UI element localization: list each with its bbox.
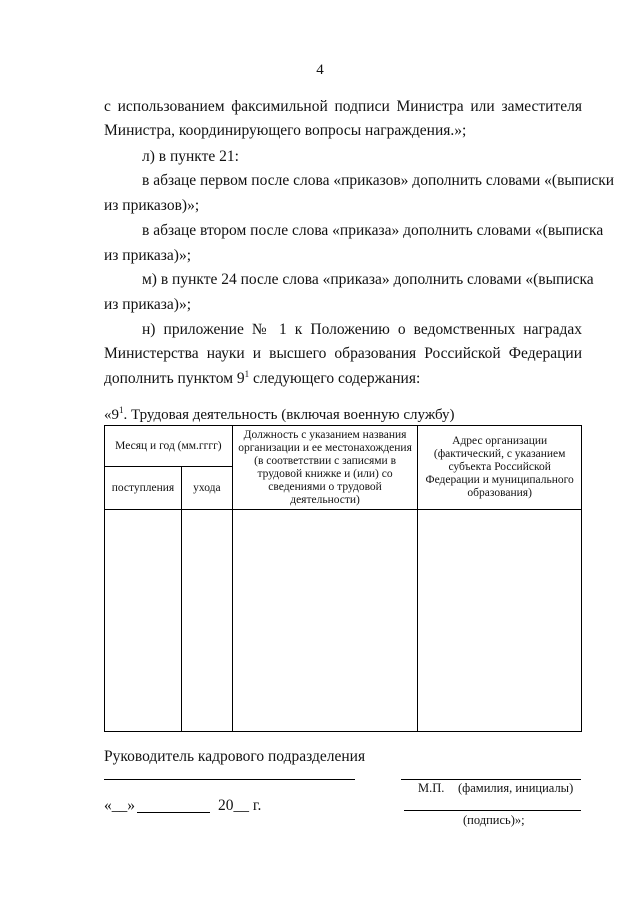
paragraph-line: н) приложение № 1 к Положению о ведомственных наградах — [142, 321, 582, 338]
table-cell — [181, 510, 232, 732]
header-position: Должность с указанием названия организации и ее местонахождения (в соответствии с записями в трудовой книжке и (или) со сведениями о трудовой деятельности) — [232, 426, 418, 510]
text-fragment: дополнить пунктом 9 — [104, 370, 245, 387]
table-cell — [232, 510, 418, 732]
stamp-label: М.П. — [418, 781, 445, 795]
date-year: 20__ г. — [218, 797, 262, 814]
text-fragment: «9 — [104, 407, 119, 423]
paragraph-line: Министра, координирующего вопросы награждения.»; — [104, 122, 467, 139]
signature-caption: (подпись)»; — [463, 813, 525, 827]
paragraph-line: из приказа)»; — [104, 247, 192, 264]
table-row — [105, 510, 582, 732]
superscript: 1 — [119, 405, 124, 415]
signature-line — [404, 810, 581, 811]
page-number: 4 — [316, 62, 324, 78]
paragraph-line: из приказов)»; — [104, 197, 200, 214]
date-day: «__» — [104, 797, 135, 814]
work-history-table — [104, 425, 582, 732]
paragraph-line — [104, 370, 420, 388]
text-fragment: следующего содержания: — [249, 370, 421, 387]
name-line — [401, 779, 581, 780]
date-month-line — [137, 812, 210, 813]
paragraph-line: м) в пункте 24 после слова «приказа» дополнить словами «(выписка — [142, 271, 594, 288]
header-address: Адрес организации (фактический, с указанием субъекта Российской Федерации и муниципального образования) — [418, 426, 582, 510]
paragraph-line: в абзаце первом после слова «приказов» дополнить словами «(выписки — [142, 172, 615, 189]
table-cell — [105, 510, 182, 732]
paragraph-line: л) в пункте 21: — [142, 148, 239, 165]
header-month-year: Месяц и год (мм.гггг) — [105, 426, 233, 467]
head-of-hr-title: Руководитель кадрового подразделения — [104, 748, 366, 765]
name-caption: (фамилия, инициалы) — [458, 781, 574, 795]
header-exit: ухода — [181, 467, 232, 510]
text-fragment: . Трудовая деятельность (включая военную службу) — [123, 407, 455, 423]
header-entry: поступления — [105, 467, 182, 510]
paragraph-line: с использованием факсимильной подписи Министра или заместителя — [104, 98, 582, 115]
paragraph-line: из приказа)»; — [104, 296, 192, 313]
name-line — [104, 779, 355, 780]
table-title — [104, 407, 455, 424]
paragraph-line: в абзаце втором после слова «приказа» дополнить словами «(выписка — [142, 222, 604, 239]
superscript: 1 — [244, 368, 250, 379]
table-cell — [418, 510, 582, 732]
paragraph-line: Министерства науки и высшего образования Российской Федерации — [104, 345, 582, 362]
